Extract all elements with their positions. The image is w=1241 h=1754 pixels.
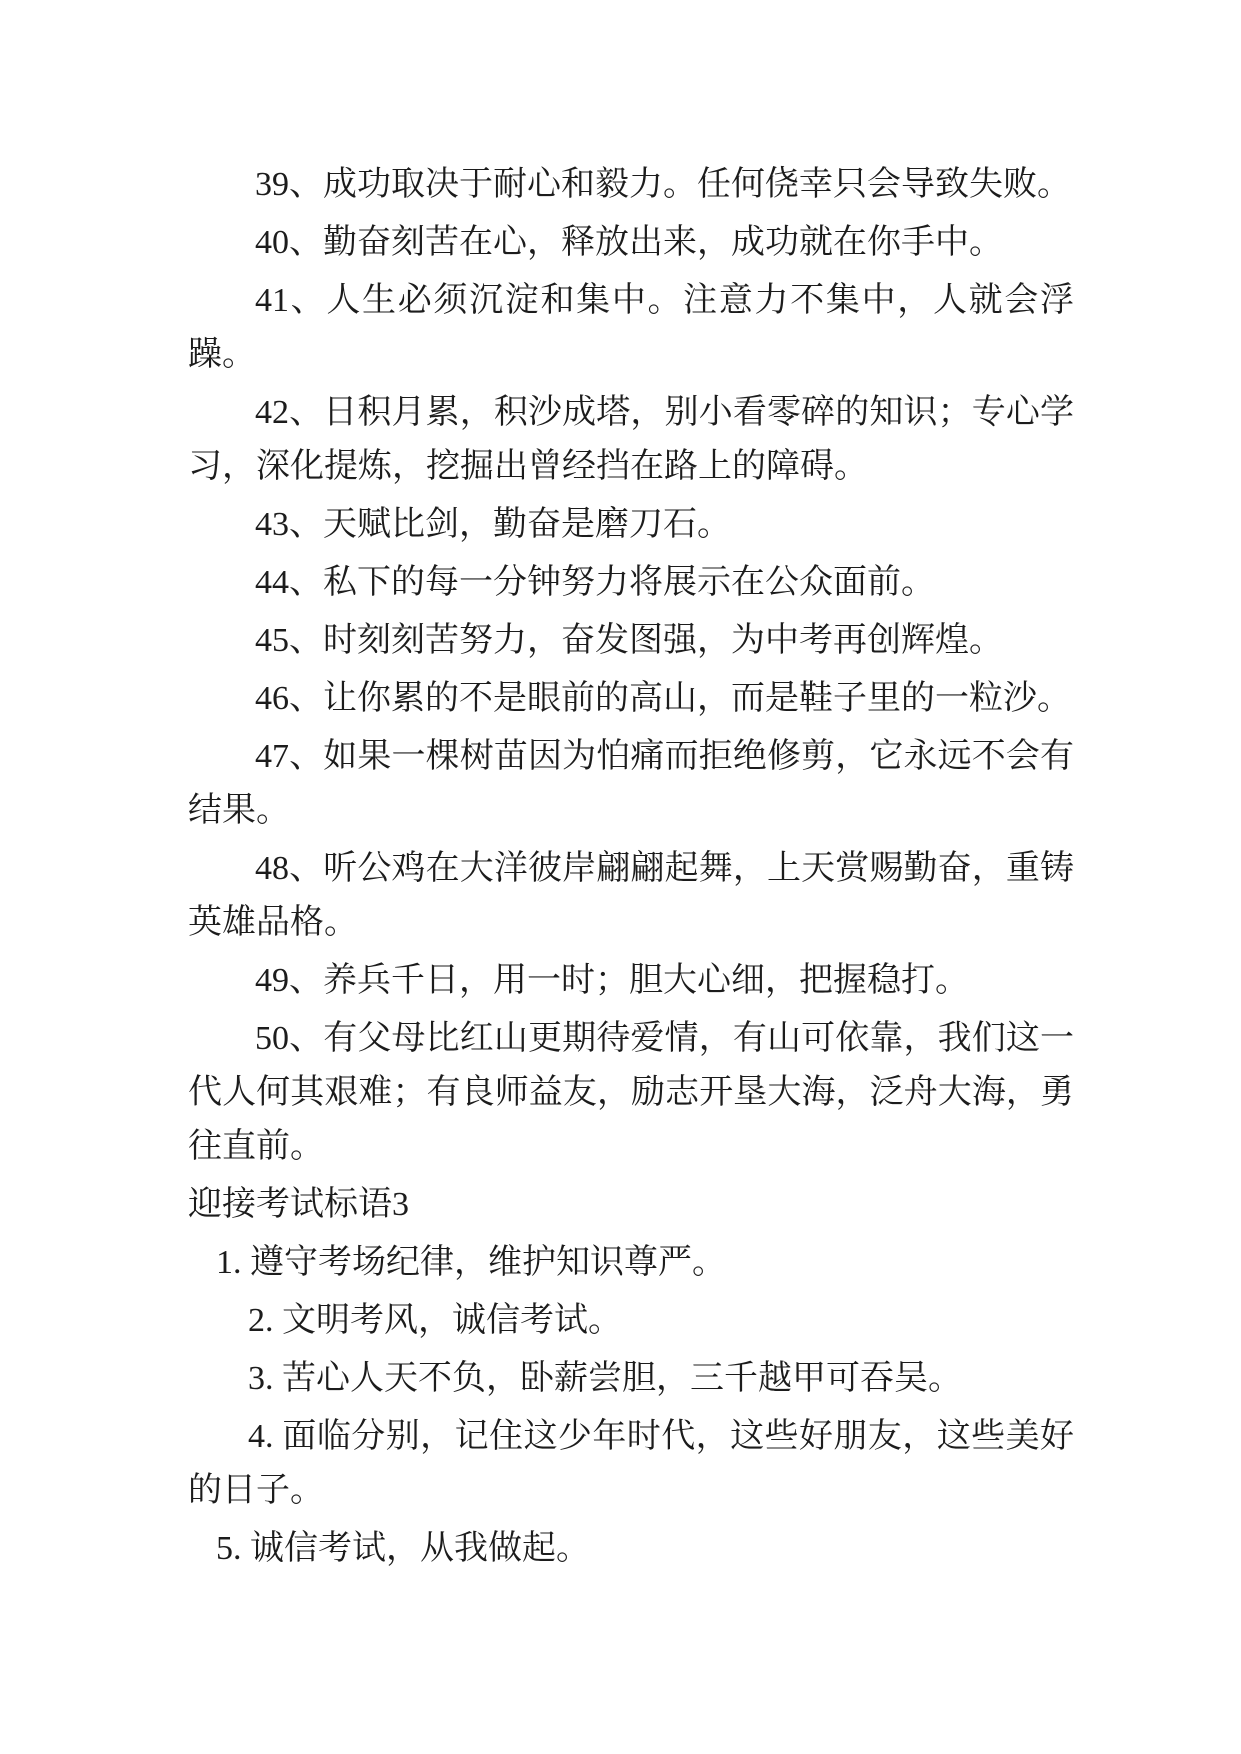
list-item-5: 5. 诚信考试，从我做起。 xyxy=(216,1530,590,1567)
list-item-1: 1. 遵守考场纪律，维护知识尊严。 xyxy=(216,1244,726,1281)
list-item-3: 3. 苦心人天不负，卧薪尝胆，三千越甲可吞吴。 xyxy=(248,1360,962,1397)
slogan-item-42: 42、日积月累，积沙成塔，别小看零碎的知识；专心学习，深化提炼，挖掘出曾经挡在路上的障碍。 xyxy=(188,394,1074,485)
slogan-item-40: 40、勤奋刻苦在心，释放出来，成功就在你手中。 xyxy=(255,224,1003,261)
list-item-4: 4. 面临分别，记住这少年时代，这些好朋友，这些美好的日子。 xyxy=(188,1418,1074,1509)
section-heading: 迎接考试标语3 xyxy=(188,1186,409,1223)
slogan-item-46: 46、让你累的不是眼前的高山，而是鞋子里的一粒沙。 xyxy=(255,680,1071,717)
slogan-item-39: 39、成功取决于耐心和毅力。任何侥幸只会导致失败。 xyxy=(255,166,1071,203)
slogan-item-49: 49、养兵千日，用一时；胆大心细，把握稳打。 xyxy=(255,962,969,999)
slogan-item-41: 41、人生必须沉淀和集中。注意力不集中，人就会浮躁。 xyxy=(188,282,1074,373)
slogan-item-47: 47、如果一棵树苗因为怕痛而拒绝修剪，它永远不会有结果。 xyxy=(188,738,1074,829)
list-item-2: 2. 文明考风，诚信考试。 xyxy=(248,1302,622,1339)
slogan-item-43: 43、天赋比剑，勤奋是磨刀石。 xyxy=(255,506,731,543)
slogan-item-44: 44、私下的每一分钟努力将展示在公众面前。 xyxy=(255,564,935,601)
slogan-item-45: 45、时刻刻苦努力，奋发图强，为中考再创辉煌。 xyxy=(255,622,1003,659)
slogan-item-48: 48、听公鸡在大洋彼岸翩翩起舞，上天赏赐勤奋，重铸英雄品格。 xyxy=(188,850,1074,941)
slogan-item-50: 50、有父母比红山更期待爱情，有山可依靠，我们这一代人何其艰难；有良师益友，励志开垦大海，泛舟大海，勇往直前。 xyxy=(188,1020,1074,1165)
